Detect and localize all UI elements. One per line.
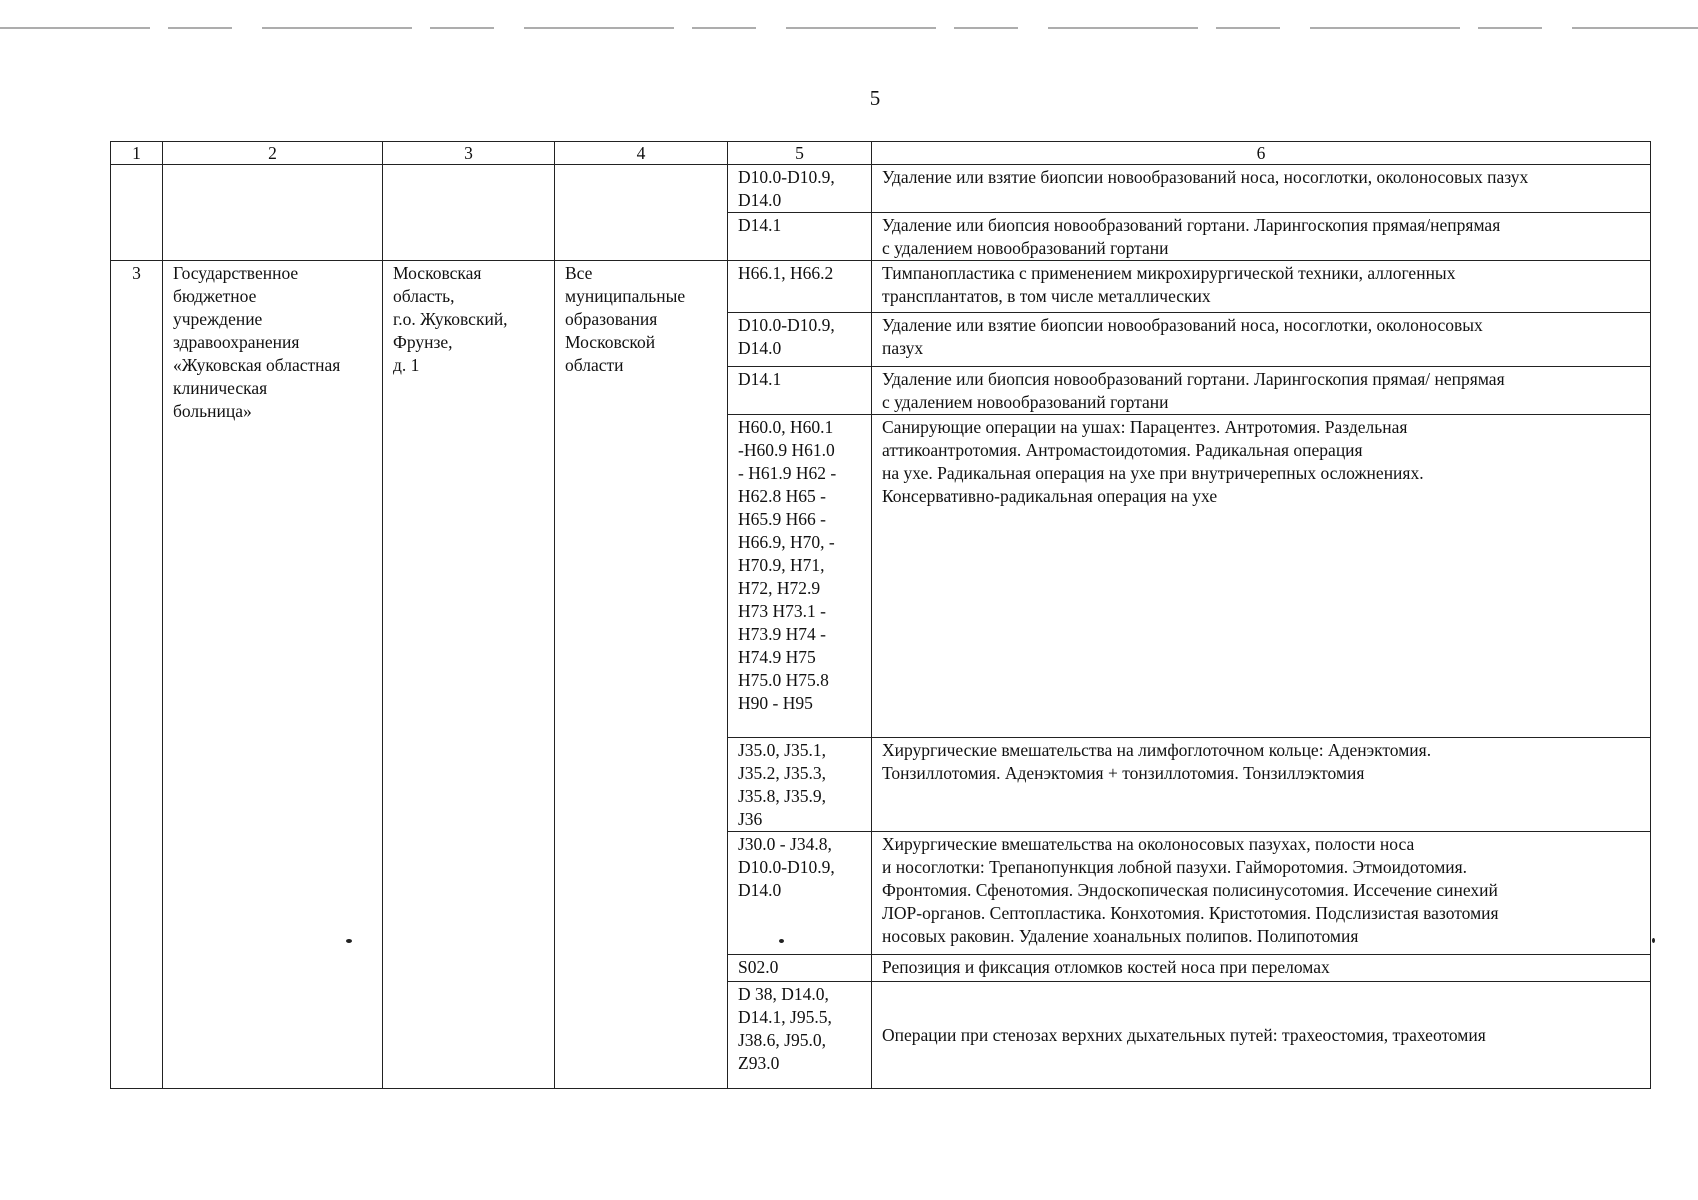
column-header-4: 4 bbox=[555, 142, 728, 165]
table-body bbox=[111, 142, 1651, 1089]
scan-speck bbox=[1652, 938, 1655, 943]
column-header-1: 1 bbox=[111, 142, 163, 165]
page-number: 5 bbox=[869, 86, 881, 110]
continued-address-cell bbox=[383, 165, 555, 261]
service-description-cell: Санирующие операции на ушах: Парацентез. Антротомия. Раздельная аттикоантротомия. Антромастоидотомия. Радикальная операция на ухе. Радикальная операция на ухе при внутричерепных осложнениях. Консервативно-радикальная операция на ухе bbox=[872, 415, 1651, 738]
diagnosis-code-cell: D14.1 bbox=[728, 213, 872, 261]
column-header-3: 3 bbox=[383, 142, 555, 165]
service-description-cell: Репозиция и фиксация отломков костей носа при переломах bbox=[872, 955, 1651, 982]
entry-number-cell: 3 bbox=[111, 261, 163, 1089]
continued-municipalities-cell bbox=[555, 165, 728, 261]
diagnosis-code-cell: H66.1, H66.2 bbox=[728, 261, 872, 313]
continuation-row bbox=[111, 165, 1651, 213]
medical-organizations-table bbox=[110, 141, 1651, 1089]
service-description-cell: Удаление или взятие биопсии новообразований носа, носоглотки, околоносовых пазух bbox=[872, 313, 1651, 367]
diagnosis-code-cell: D14.1 bbox=[728, 367, 872, 415]
scan-speck bbox=[779, 939, 784, 943]
column-header-5: 5 bbox=[728, 142, 872, 165]
service-description-cell: Хирургические вмешательства на околоносовых пазухах, полости носа и носоглотки: Трепанопункция лобной пазухи. Гайморотомия. Этмоидотомия. Фронтомия. Сфенотомия. Эндоскопическая полисинусотомия. Иссечение синехий ЛОР-органов. Септопластика. Конхотомия. Кристотомия. Подслизистая вазотомия носовых раковин. Удаление хоанальных полипов. Полипотомия bbox=[872, 832, 1651, 955]
municipalities-cell: Все муниципальные образования Московской области bbox=[555, 261, 728, 1089]
diagnosis-code-cell: J30.0 - J34.8, D10.0-D10.9, D14.0 bbox=[728, 832, 872, 955]
service-description-cell: Хирургические вмешательства на лимфоглоточном кольце: Аденэктомия. Тонзиллотомия. Аденэктомия + тонзиллотомия. Тонзиллэктомия bbox=[872, 738, 1651, 832]
diagnosis-code-cell: H60.0, H60.1 -H60.9 H61.0 - H61.9 H62 - H62.8 H65 - H65.9 H66 - H66.9, H70, - H70.9, H71, H72, H72.9 H73 H73.1 - H73.9 H74 - H74.9 H75 H75.0 H75.8 H90 - H95 bbox=[728, 415, 872, 738]
diagnosis-code-cell: J35.0, J35.1, J35.2, J35.3, J35.8, J35.9, J36 bbox=[728, 738, 872, 832]
column-number-row bbox=[111, 142, 1651, 165]
column-header-2: 2 bbox=[163, 142, 383, 165]
service-description-cell: Операции при стенозах верхних дыхательных путей: трахеостомия, трахеотомия bbox=[872, 982, 1651, 1089]
continued-organization-cell bbox=[163, 165, 383, 261]
diagnosis-code-cell: S02.0 bbox=[728, 955, 872, 982]
diagnosis-code-cell: D 38, D14.0, D14.1, J95.5, J38.6, J95.0, Z93.0 bbox=[728, 982, 872, 1089]
address-cell: Московская область, г.о. Жуковский, Фрунзе, д. 1 bbox=[383, 261, 555, 1089]
scan-speck bbox=[346, 939, 352, 943]
organization-name-cell: Государственное бюджетное учреждение здравоохранения «Жуковская областная клиническая больница» bbox=[163, 261, 383, 1089]
continued-number-cell bbox=[111, 165, 163, 261]
service-description-cell: Удаление или биопсия новообразований гортани. Ларингоскопия прямая/непрямая с удалением новообразований гортани bbox=[872, 213, 1651, 261]
diagnosis-code-cell: D10.0-D10.9, D14.0 bbox=[728, 313, 872, 367]
service-row bbox=[111, 261, 1651, 313]
service-description-cell: Удаление или биопсия новообразований гортани. Ларингоскопия прямая/ непрямая с удалением новообразований гортани bbox=[872, 367, 1651, 415]
service-description-cell: Тимпанопластика с применением микрохирургической техники, аллогенных трансплантатов, в том числе металлических bbox=[872, 261, 1651, 313]
scan-artifact-line bbox=[0, 27, 1698, 29]
column-header-6: 6 bbox=[872, 142, 1651, 165]
service-description-cell: Удаление или взятие биопсии новообразований носа, носоглотки, околоносовых пазух bbox=[872, 165, 1651, 213]
diagnosis-code-cell: D10.0-D10.9, D14.0 bbox=[728, 165, 872, 213]
